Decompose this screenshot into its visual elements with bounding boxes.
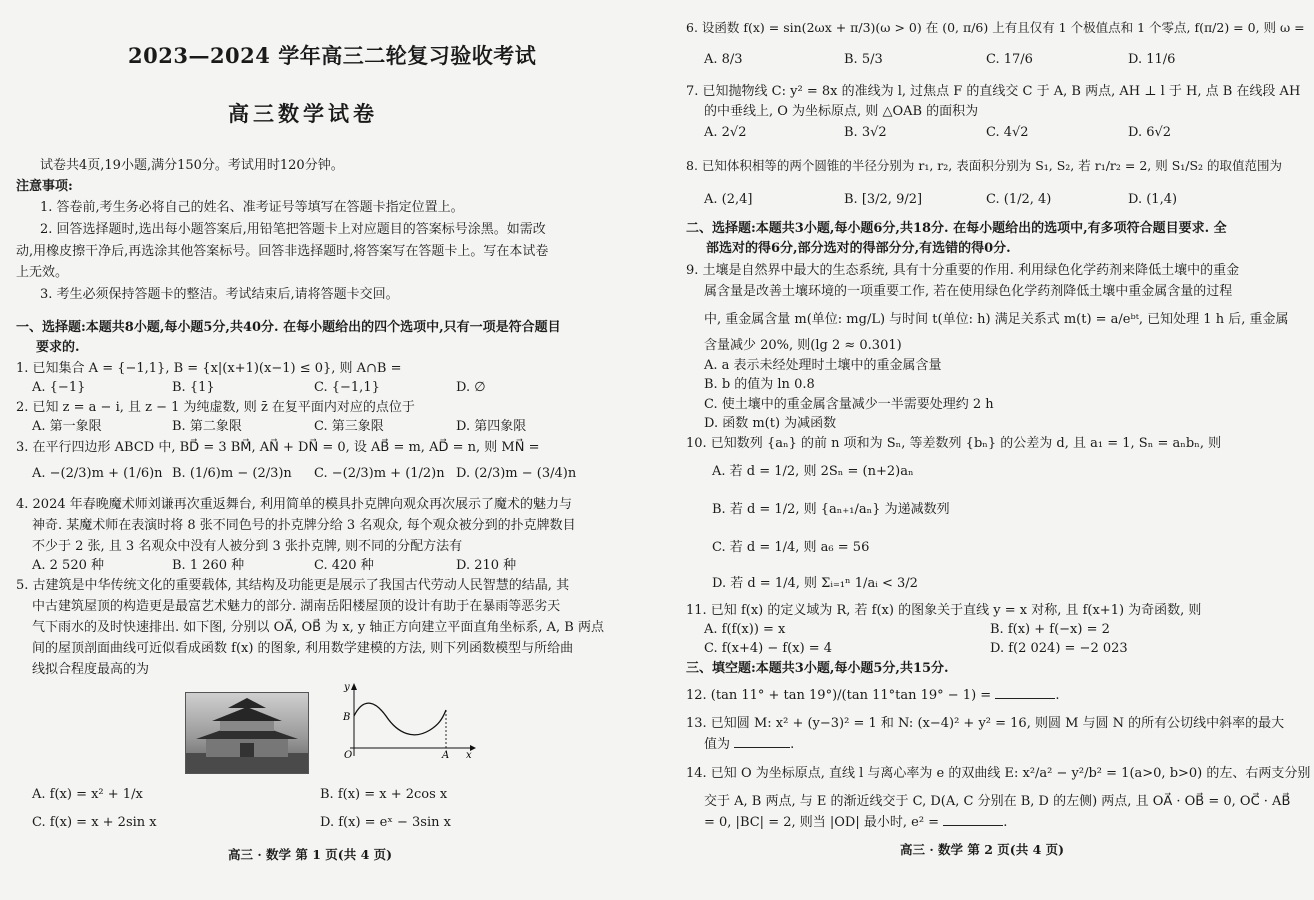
question-5-line-2: 中古建筑屋顶的构造更是最富艺术魅力的部分. 湖南岳阳楼屋顶的设计有助于在暴雨等恶劣天: [32, 599, 561, 614]
q1-option-d: D. ∅: [456, 380, 486, 395]
q11-option-a: A. f(f(x)) = x: [704, 622, 786, 637]
q10-option-c: C. 若 d = 1/4, 则 a₆ = 56: [712, 540, 870, 555]
intro-text: 试卷共4页,19小题,满分150分。考试用时120分钟。: [40, 158, 344, 173]
page-1-footer: 高三 · 数学 第 1 页(共 4 页): [228, 847, 393, 862]
graph-origin-label: O: [344, 750, 353, 760]
q5-option-c: C. f(x) = x + 2sin x: [32, 815, 157, 830]
question-5-line-3: 气下雨水的及时快速排出. 如下图, 分别以 OA⃗, OB⃗ 为 x, y 轴正方向建立平面直角坐标系, A, B 两点: [32, 620, 604, 635]
q11-option-c: C. f(x+4) − f(x) = 4: [704, 641, 833, 656]
section-3-heading: 三、填空题:本题共3小题,每小题5分,共15分.: [686, 661, 949, 676]
pavilion-photo: [185, 692, 309, 774]
q11-option-d: D. f(2 024) = −2 023: [990, 641, 1128, 656]
notice-1: 1. 答卷前,考生务必将自己的姓名、准考证号等填写在答题卡指定位置上。: [40, 200, 464, 215]
notice-2b: 动,用橡皮擦干净后,再选涂其他答案标号。回答非选择题时,将答案写在答题卡上。写在本试卷: [16, 244, 549, 259]
q1-option-b: B. {1}: [172, 380, 215, 395]
q4-option-c: C. 420 种: [314, 558, 374, 573]
q2-option-d: D. 第四象限: [456, 419, 527, 434]
question-9-line-4: 含量减少 20%, 则(lg 2 ≈ 0.301): [704, 338, 902, 353]
q8-option-d: D. (1,4): [1128, 192, 1178, 207]
q7-option-d: D. 6√2: [1128, 125, 1172, 140]
question-4-line-3: 不少于 2 张, 且 3 名观众中没有人被分到 3 张扑克牌, 则不同的分配方法有: [32, 539, 463, 554]
q14-text: = 0, |BC| = 2, 则当 |OD| 最小时, e² =: [704, 815, 940, 830]
question-4-line-1: 4. 2024 年春晚魔术师刘谦再次重返舞台, 利用简单的模具扑克牌向观众再次展示了魔术的魅力与: [16, 497, 573, 512]
q7-option-a: A. 2√2: [704, 125, 747, 140]
question-9-line-1: 9. 土壤是自然界中最大的生态系统, 具有十分重要的作用. 利用绿色化学药剂来降低土壤中的重金: [686, 263, 1240, 278]
q13-answer-blank[interactable]: [734, 747, 790, 748]
q9-option-d: D. 函数 m(t) 为减函数: [704, 416, 837, 431]
q4-option-d: D. 210 种: [456, 558, 517, 573]
graph-point-a-label: A: [442, 750, 450, 760]
q5-option-d: D. f(x) = eˣ − 3sin x: [320, 815, 451, 830]
q9-option-a: A. a 表示未经处理时土壤中的重金属含量: [704, 358, 942, 373]
q3-option-c: C. −(2/3)m + (1/2)n: [314, 466, 445, 481]
q3-option-d: D. (2/3)m − (3/4)n: [456, 466, 577, 481]
section-1-heading: 一、选择题:本题共8小题,每小题5分,共40分. 在每小题给出的四个选项中,只有一项是符合题目: [16, 320, 561, 335]
q11-option-b: B. f(x) + f(−x) = 2: [990, 622, 1110, 637]
question-1: 1. 已知集合 A = {−1,1}, B = {x|(x+1)(x−1) ≤ 0}, 则 A∩B =: [16, 361, 402, 376]
notice-3: 3. 考生必须保持答题卡的整洁。考试结束后,请将答题卡交回。: [40, 287, 399, 302]
question-7-line-2: 的中垂线上, O 为坐标原点, 则 △OAB 的面积为: [704, 104, 979, 119]
question-14-line-1: 14. 已知 O 为坐标原点, 直线 l 与离心率为 e 的双曲线 E: x²/a² − y²/b² = 1(a>0, b>0) 的左、右两支分别: [686, 766, 1311, 781]
q8-option-b: B. [3/2, 9/2]: [844, 192, 923, 207]
exam-page-2: [672, 0, 1314, 900]
question-2: 2. 已知 z = a − i, 且 z − 1 为纯虚数, 则 z̄ 在复平面内对应的点位于: [16, 400, 415, 415]
q12-expression: 12. (tan 11° + tan 19°)/(tan 11°tan 19° − 1) =: [686, 688, 992, 703]
notice-heading: 注意事项:: [16, 179, 73, 194]
q6-option-a: A. 8/3: [704, 52, 743, 67]
section-2-heading-cont: 部选对的得6分,部分选对的得部分分,有选错的得0分.: [706, 241, 1011, 256]
q7-option-b: B. 3√2: [844, 125, 887, 140]
roof-curve-graph: [330, 680, 480, 760]
question-11: 11. 已知 f(x) 的定义域为 R, 若 f(x) 的图象关于直线 y = x 对称, 且 f(x+1) 为奇函数, 则: [686, 603, 1202, 618]
q2-option-c: C. 第三象限: [314, 419, 384, 434]
question-5-line-4: 间的屋顶剖面曲线可近似看成函数 f(x) 的图象, 利用数学建模的方法, 则下列函数模型与所给曲: [32, 641, 574, 656]
q3-option-b: B. (1/6)m − (2/3)n: [172, 466, 292, 481]
question-9-line-2: 属含量是改善土壤环境的一项重要工作, 若在使用绿色化学药剂降低土壤中重金属含量的过程: [704, 284, 1233, 299]
q7-option-c: C. 4√2: [986, 125, 1029, 140]
question-5-line-5: 线拟合程度最高的为: [32, 662, 150, 677]
exam-title: 2023—2024 学年高三二轮复习验收考试: [128, 43, 537, 68]
q4-option-b: B. 1 260 种: [172, 558, 245, 573]
q12-answer-blank[interactable]: [995, 698, 1055, 699]
q9-option-c: C. 使土壤中的重金属含量减少一半需要处理约 2 h: [704, 397, 994, 412]
graph-point-b-label: B: [343, 712, 351, 723]
q8-option-a: A. (2,4]: [704, 192, 753, 207]
q3-option-a: A. −(2/3)m + (1/6)n: [32, 466, 163, 481]
section-2-heading: 二、选择题:本题共3小题,每小题6分,共18分. 在每小题给出的选项中,有多项符合题目要求. 全: [686, 221, 1227, 236]
q2-option-b: B. 第二象限: [172, 419, 242, 434]
q14-answer-blank[interactable]: [943, 825, 1003, 826]
question-14-line-2: 交于 A, B 两点, 与 E 的渐近线交于 C, D(A, C 分别在 B, D 的左侧) 两点, 且 OA⃗ · OB⃗ = 0, OC⃗ · AB⃗: [704, 794, 1291, 809]
q2-option-a: A. 第一象限: [32, 419, 102, 434]
q13-text: 值为: [704, 737, 731, 752]
exam-subtitle: 高三数学试卷: [228, 101, 378, 126]
q6-option-b: B. 5/3: [844, 52, 883, 67]
q5-option-a: A. f(x) = x² + 1/x: [32, 787, 143, 802]
q9-option-b: B. b 的值为 ln 0.8: [704, 377, 815, 392]
question-8: 8. 已知体积相等的两个圆锥的半径分别为 r₁, r₂, 表面积分别为 S₁, S₂, 若 r₁/r₂ = 2, 则 S₁/S₂ 的取值范围为: [686, 158, 1283, 173]
graph-y-label: y: [344, 682, 350, 693]
notice-2c: 上无效。: [16, 265, 69, 280]
question-5-line-1: 5. 古建筑是中华传统文化的重要载体, 其结构及功能更是展示了我国古代劳动人民智慧的结晶, 其: [16, 578, 570, 593]
notice-2a: 2. 回答选择题时,选出每小题答案后,用铅笔把答题卡上对应题目的答案标号涂黑。如需改: [40, 222, 546, 237]
q8-option-c: C. (1/2, 4): [986, 192, 1052, 207]
question-9-line-3: 中, 重金属含量 m(单位: mg/L) 与时间 t(单位: h) 满足关系式 m(t) = a/eᵇᵗ, 已知处理 1 h 后, 重金属: [704, 312, 1289, 327]
question-7-line-1: 7. 已知抛物线 C: y² = 8x 的准线为 l, 过焦点 F 的直线交 C 于 A, B 两点, AH ⊥ l 于 H, 点 B 在线段 AH: [686, 84, 1301, 99]
q10-option-b: B. 若 d = 1/2, 则 {aₙ₊₁/aₙ} 为递减数列: [712, 502, 950, 517]
question-3: 3. 在平行四边形 ABCD 中, BD⃗ = 3 BM⃗, AN⃗ + DN⃗ = 0, 设 AB⃗ = m, AD⃗ = n, 则 MN⃗ =: [16, 440, 540, 455]
q5-option-b: B. f(x) = x + 2cos x: [320, 787, 448, 802]
q6-option-d: D. 11/6: [1128, 52, 1176, 67]
q1-option-c: C. {−1,1}: [314, 380, 380, 395]
q10-option-a: A. 若 d = 1/2, 则 2Sₙ = (n+2)aₙ: [712, 464, 914, 479]
page-2-footer: 高三 · 数学 第 2 页(共 4 页): [900, 842, 1065, 857]
question-12: 12. (tan 11° + tan 19°)/(tan 11°tan 19° − 1) = .: [686, 688, 1060, 703]
question-4-line-2: 神奇. 某魔术师在表演时将 8 张不同色号的扑克牌分给 3 名观众, 每个观众被分到的扑克牌数目: [32, 518, 576, 533]
graph-x-label: x: [466, 750, 472, 760]
question-14-line-3: = 0, |BC| = 2, 则当 |OD| 最小时, e² = .: [704, 815, 1008, 830]
question-13-line-2: 值为 .: [704, 737, 795, 752]
question-6: 6. 设函数 f(x) = sin(2ωx + π/3)(ω > 0) 在 (0, π/6) 上有且仅有 1 个极值点和 1 个零点, f(π/2) = 0, 则 ω =: [686, 20, 1305, 35]
q10-option-d: D. 若 d = 1/4, 则 Σᵢ₌₁ⁿ 1/aᵢ < 3/2: [712, 576, 918, 591]
q1-option-a: A. {−1}: [32, 380, 86, 395]
q4-option-a: A. 2 520 种: [32, 558, 105, 573]
section-1-heading-cont: 要求的.: [36, 340, 80, 355]
question-10: 10. 已知数列 {aₙ} 的前 n 项和为 Sₙ, 等差数列 {bₙ} 的公差为 d, 且 a₁ = 1, Sₙ = aₙbₙ, 则: [686, 436, 1222, 451]
q6-option-c: C. 17/6: [986, 52, 1033, 67]
question-13-line-1: 13. 已知圆 M: x² + (y−3)² = 1 和 N: (x−4)² + y² = 16, 则圆 M 与圆 N 的所有公切线中斜率的最大: [686, 716, 1285, 731]
